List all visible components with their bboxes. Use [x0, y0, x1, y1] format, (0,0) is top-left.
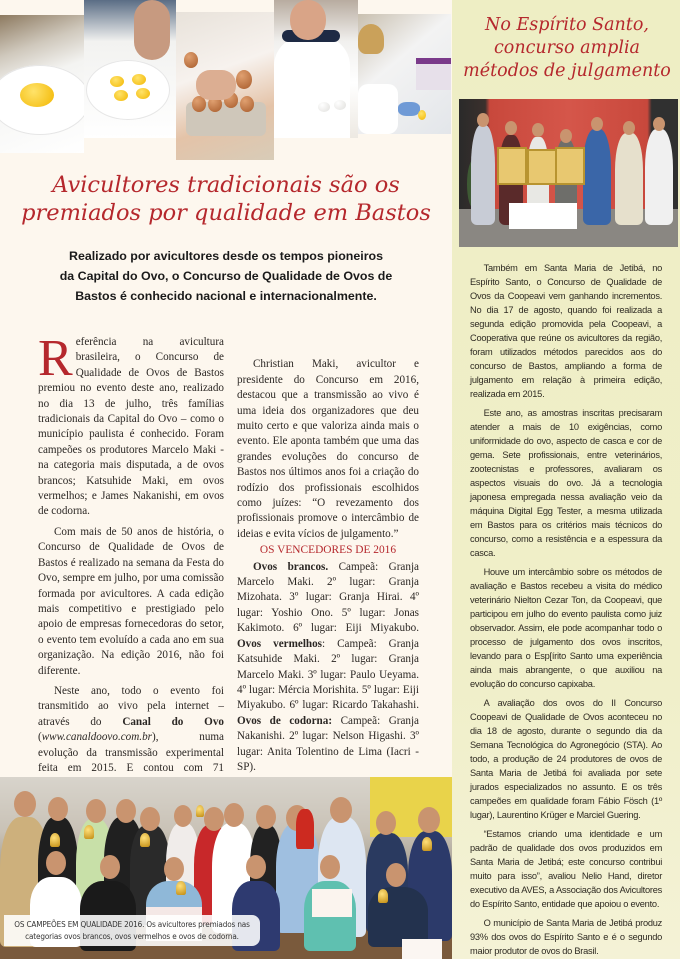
ovos-vermelhos-results: : Campeã: Granja Katsuhide Maki. 2º lugar: Granja Marcelo Maki. 3º lugar: Paulo Ueyama. 4º lugar: Mércia Morishita. 5º lugar: Eiji Miyakubo. 6º lugar: Ricardo Takahashi.: [237, 637, 419, 712]
sidebar-title-line3: métodos de julgamento: [463, 61, 671, 81]
sidebar-paragraph-6: O município de Santa Maria de Jetibá produz 93% dos ovos do Espírito Santo e é o segundo maior produtor de ovos do Brasil.: [470, 918, 663, 957]
paragraph-christian-maki: Christian Maki, avicultor e presidente do Concurso em 2016, destacou que a transmissão ao vivo é uma ideia dos organizadores que deu muito certo e que valoriza ainda mais o evento. Ele aponta também que uma das grandes evoluções do concurso de Bastos nos últimos anos foi a criação do rodízio dos profissionais escolhidos como juízes: “O revezamento dos profissionais promove o intercâmbio de ideias e evita vícios de julgamento.”: [237, 358, 419, 540]
article-subtitle: [40, 246, 412, 306]
photo-judge-white-eggs: [274, 0, 358, 138]
column-continuation-spacer: [237, 339, 419, 354]
photo-lab-egg-tester: [358, 14, 451, 134]
article-title: [20, 171, 432, 227]
paragraph-intro: [38, 330, 224, 520]
subtitle-line2: da Capital do Ovo, o Concurso de Qualidade de Ovos de: [59, 269, 393, 283]
article-column-2: [237, 339, 419, 775]
article-title-line2: premiados por qualidade em Bastos: [21, 200, 431, 226]
sidebar-body: [470, 262, 662, 959]
category-ovos-codorna: Ovos de codorna:: [237, 714, 333, 727]
sidebar-title: [458, 14, 676, 83]
paragraph-history: Com mais de 50 anos de história, o Concurso de Qualidade de Ovos de Bastos é realizado na semana da Festa do Ovo, sempre em julho, por uma comissão formada por avicultores. A cada edição mais competitivo e prestigiado pelo apoio de empresas fornecedoras do setor, o evento tem evoluído a cada ano em sua organização. Na edição 2016, não foi diferente.: [38, 525, 224, 677]
photo-coopeavi-winners: [459, 99, 678, 247]
article-title-line1: Avicultores tradicionais são os: [52, 172, 400, 198]
photo-caption-line1: OS CAMPEÕES EM QUALIDADE 2016. Os avicultores premiados nas: [14, 919, 250, 929]
winners-list: [237, 560, 419, 776]
sidebar-title-line1: No Espírito Santo,: [485, 15, 649, 35]
category-ovos-brancos: Ovos brancos.: [253, 560, 329, 573]
drop-cap: R: [38, 330, 73, 387]
broadcast-text-b: (: [38, 731, 42, 744]
sidebar-paragraph-2: Este ano, as amostras inscritas precisaram atender a mais de 10 exigências, como uniformidade do ovo, aspecto de casca e cor de gema. Sete profissionais, entre veterinários, zootecnistas e professores, avaliaram os aspectos visuais do ovo. Já a tecnologia japonesa empregada nessa avaliação veio da máquina Digital Egg Tester, a mesma utilizada em Bastos para os critérios mais técnicos do concurso, como a resistência e a espessura da casca.: [470, 408, 663, 559]
photo-caption: [4, 915, 260, 946]
subtitle-line3: Bastos é conhecido nacional e internacionalmente.: [75, 289, 377, 303]
paragraph-intro-text: eferência na avicultura brasileira, o Concurso de Qualidade de Ovos de Bastos premiou no evento deste ano, realizado no dia 13 de julho, três famílias tradicionais da Capital do Ovo – como o município paulista é conhecido. Foram campeões os produtores Marcelo Maki - na categoria mais disputada, a de ovos brancos; Katsuhide Maki, em ovos vermelhos; e James Nakanishi, em ovos de codorna.: [38, 336, 224, 518]
sidebar-paragraph-3: Houve um intercâmbio sobre os métodos de avaliação e Bastos recebeu a visita do médico veterinário Nielton Cezar Ton, da Coopeavi, que participou em julho do evento paulista como juiz observador. Assim, ele pode acompanhar todo o processo de julgamento dos ovos inscritos, levando para o Esp[írito Santo uma experiência ainda mais abrangente, o que auxiliou na evolução do concurso capixaba.: [470, 567, 663, 690]
photo-caption-line2: categorias ovos brancos, ovos vermelhos e ovos de codorna.: [25, 930, 239, 941]
broadcast-text-c: ), numa evolução da transmissão experimental feita em 2015. E contou com 71: [38, 731, 224, 774]
broadcast-text-a: Neste ano, todo o evento foi transmitido ao vivo pela internet – através do: [38, 684, 224, 728]
sidebar-paragraph-4: A avaliação dos ovos do II Concurso Coopeavi de Qualidade de Ovos aconteceu no dia 18 de agosto, durante o segundo dia da Semana Tecnológica do Agronegócio (STA). Ao todo, a produção de 24 produtores de ovos de Santa Maria de Jetibá foi avaliada por sete jurados especializados no assunto. E os três campeões em qualidade foram Fábio Fösch (1º lugar), Laurentino Krüger e Marciel Guering.: [470, 698, 663, 821]
winners-heading: OS VENCEDORES DE 2016: [259, 544, 397, 557]
sidebar-paragraph-1: Também em Santa Maria de Jetibá, no Espírito Santo, o Concurso de Qualidade de Ovos da Coopeavi vem ganhando incrementos. No dia 17 de agosto, quando foi realizada a segunda edição promovida pela Coopeavi, a Cooperativa que reúne os avicultores da região, foram utilizados métodos parecidos aos do concurso de Bastos, ampliando a forma de julgamento em relação à primeira edição, realizada em 2015.: [470, 263, 663, 400]
sidebar-title-line2: concurso amplia: [494, 38, 640, 58]
canal-url-link[interactable]: www.canaldoovo.com.br: [41, 731, 152, 744]
photo-cracked-egg: [0, 15, 84, 153]
subtitle-line1: Realizado por avicultores desde os tempos pioneiros: [69, 249, 383, 263]
category-ovos-vermelhos: Ovos vermelhos: [237, 637, 323, 650]
ovos-brancos-results: Campeã: Granja Marcelo Maki. 2º lugar: Granja Mizohata. 3º lugar: Granja Hirai. 4º lugar: Yoshio Ono. 5º lugar: Jonas Kakimoto. 6º lugar: Eiji Miyakubo.: [237, 560, 419, 635]
sidebar-paragraph-5: “Estamos criando uma identidade e um padrão de qualidade dos ovos produzidos em Santa Maria de Jetibá; este concurso contribui muito para isso”, avaliou Nelio Hand, diretor executivo da AVES, a Associação dos Avicultores do Espírito Santo, entidade que apoiou o evento.: [470, 829, 663, 910]
ovos-codorna-results: Campeã: Granja Nakanishi. 2º lugar: Nelson Higashi. 3º lugar: Anita Tolentino de Lima (Iacri - SP).: [237, 714, 420, 773]
article-column-1: [38, 330, 224, 823]
photo-hands-brown-eggs: [176, 12, 274, 160]
canal-do-ovo: Canal do Ovo: [122, 715, 224, 728]
photo-egg-yolks-plate: [84, 0, 176, 138]
